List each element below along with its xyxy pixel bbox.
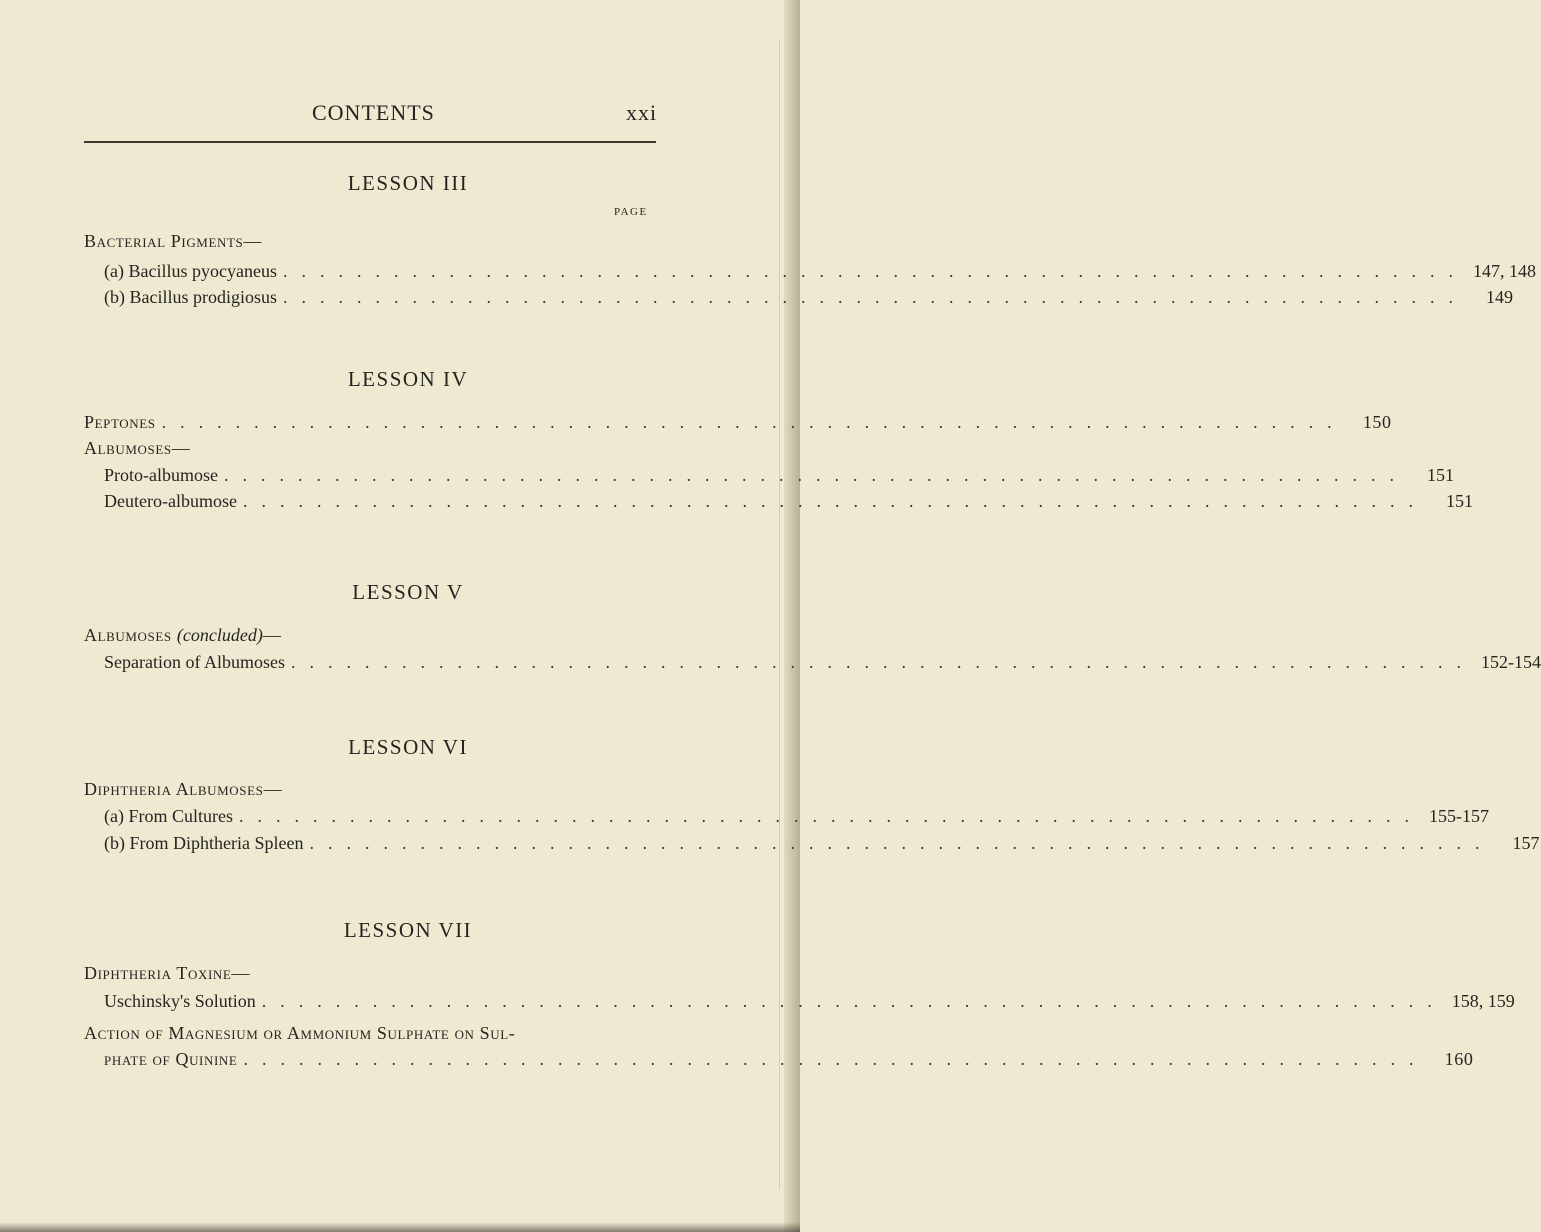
toc-entry-action-of-magnesium [84,1022,654,1044]
page-column-label: PAGE [614,206,648,218]
leader-dots: ................................................................ [261,991,1446,1011]
entry-text: Separation of Albumoses [104,652,285,672]
lesson-6-heading: LESSON VI [348,735,468,759]
entry-text: Bacterial Pigments— [84,231,262,251]
toc-entry-uschinsky-solution[interactable] [104,990,1515,1012]
entry-text: Action of Magnesium or Ammonium Sulphate on Sul- [84,1023,516,1043]
entry-dash: — [262,625,282,645]
entry-text: Proto-albumose [104,465,218,485]
header-rule [84,141,656,143]
leader-dots: ................................................................ [161,412,1346,432]
entry-text: Albumoses [84,625,172,645]
entry-page: 149 [1486,287,1513,307]
toc-entry-bacillus-prodigiosus[interactable] [104,286,1513,308]
leader-dots: ................................................................ [238,806,1423,826]
entry-text: Albumoses— [84,438,191,458]
page-fold-line [779,40,780,1190]
toc-entry-bacillus-pyocyaneus[interactable] [104,260,1536,282]
lesson-4-heading: LESSON IV [347,367,469,391]
running-head [0,100,800,130]
entry-text: Diphtheria Toxine— [84,963,251,983]
entry-page: 147, 148 [1472,261,1536,281]
toc-entry-bacterial-pigments [84,230,654,252]
entry-text: Peptones [84,412,156,432]
toc-entry-from-cultures[interactable] [104,805,1489,827]
entry-text: phate of Quinine [104,1049,238,1069]
leader-dots: ................................................................ [282,261,1467,281]
leader-dots: ................................................................ [283,287,1467,307]
leader-dots: ................................................................ [309,833,1494,853]
entry-text: Uschinsky's Solution [104,991,256,1011]
entry-page: 160 [1444,1049,1474,1069]
running-head-page-number: xxi [626,100,658,125]
running-head-title: CONTENTS [312,100,435,125]
entry-page: 150 [1362,412,1392,432]
entry-page: 155-157 [1428,806,1489,826]
lesson-7-heading: LESSON VII [343,918,473,942]
entry-italic-note: (concluded) [176,625,263,645]
leader-dots: ................................................................ [242,491,1427,511]
entry-text: (b) From Diphtheria Spleen [104,833,304,853]
toc-entry-proto-albumose[interactable] [104,464,1454,486]
entry-page: 152-154 [1480,652,1541,672]
toc-entry-phate-of-quinine[interactable] [104,1048,1474,1070]
entry-page: 151 [1427,465,1454,485]
toc-entry-albumoses [84,437,654,459]
entry-page: 158, 159 [1451,991,1515,1011]
toc-entry-albumoses-concluded [84,624,654,646]
entry-page: 151 [1445,491,1473,511]
toc-entry-separation-of-albumoses[interactable] [104,651,1541,673]
bottom-shadow [0,1222,800,1232]
toc-entry-from-diphtheria-spleen[interactable] [104,832,1540,854]
entry-text: (b) Bacillus prodigiosus [104,287,277,307]
entry-text: (a) Bacillus pyocyaneus [104,261,277,281]
entry-text: (a) From Cultures [104,806,233,826]
toc-entry-peptones[interactable] [84,411,1392,433]
entry-text: Diphtheria Albumoses— [84,779,283,799]
leader-dots: ................................................................ [290,652,1475,672]
leader-dots: ................................................................ [224,465,1408,485]
entry-text: Deutero-albumose [104,491,237,511]
leader-dots: ................................................................ [243,1049,1428,1069]
lesson-3-heading: LESSON III [347,171,469,195]
toc-entry-deutero-albumose[interactable] [104,490,1473,512]
lesson-5-heading: LESSON V [352,580,464,604]
toc-entry-diphtheria-albumoses [84,778,654,800]
entry-page: 157 [1512,833,1540,853]
toc-entry-diphtheria-toxine [84,962,654,984]
